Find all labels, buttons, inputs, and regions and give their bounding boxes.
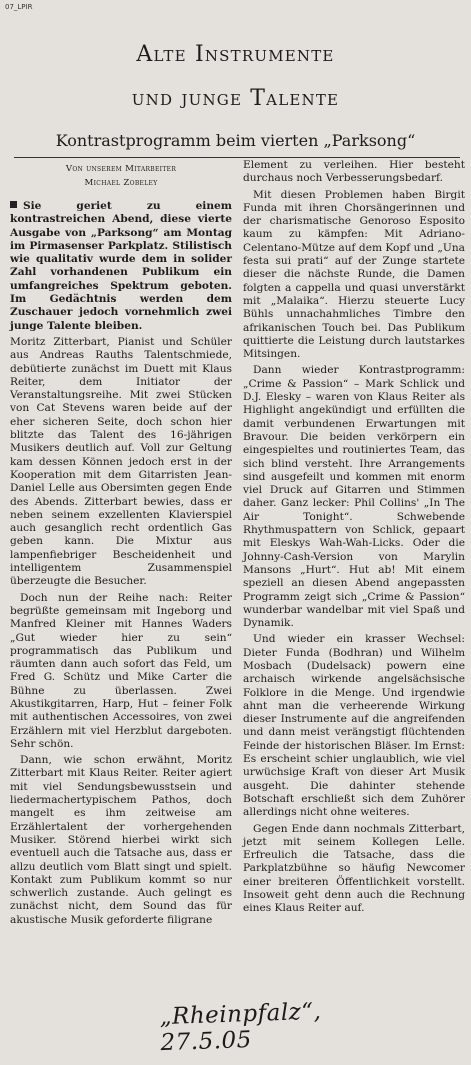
headline-line-2: und junge Talente bbox=[131, 86, 340, 111]
article-paragraph: Mit diesen Problemen haben Birgit Funda mit ihren Chorsängerinnen und der charismatische Genoroso Esposito kaum zu kämpfen: Mit Adriano-Celentano-Mütze auf dem Kopf und „Una festa sui prati“ auf der Zunge startete dieser die nächste Runde, die Damen folgten a cappella und quasi unverstärkt mit „Malaika“. Hierzu steuerte Lucy Bühls unnachahmliches Timbre den afrikanischen Touch bei. Das Publikum quittierte die Leistung durch lautstarkes Mitsingen. bbox=[243, 188, 465, 361]
article-paragraph: Dann wieder Kontrastprogramm: „Crime & Passion“ – Mark Schlick und D.J. Elesky – waren von Klaus Reiter als Highlight angekündigt und erfüllten die damit verbundenen Erwartungen mit Bravour. Die beiden verkörpern ein eingespieltes und routiniertes Team, das sich blind versteht. Ihre Arrangements sind ausgefeilt und kommen mit enorm viel Druck auf Gitarren und Stimmen daher. Ganz lecker: Phil Collins' „In The Air Tonight“. Schwebende Rhythmuspattern von Schlick, gepaart mit Eleskys Wah-Wah-Licks. Oder die Johnny-Cash-Version von Marylin Mansons „Hurt“. Hut ab! Mit einem speziell an diesen Abend angepassten Programm zeigt sich „Crime & Passion“ wunderbar wandelbar mit viel Spaß und Dynamik. bbox=[243, 364, 465, 630]
article-paragraph: Element zu verleihen. Hier besteht durchaus noch Verbesserungsbedarf. bbox=[243, 159, 465, 185]
article-column-left bbox=[10, 200, 232, 930]
article-paragraph: Und wieder ein krasser Wechsel: Dieter Funda (Bodhran) und Wilhelm Mosbach (Dudelsack) powern eine archaisch wirkende angelsächsische Folklore in die Menge. Und irgendwie ahnt man die verheerende Wirkung dieser Instrumente auf die angreifenden und dann meist verängstigt flüchtenden Feinde der historischen Bläser. Im Ernst: Es erscheint schier unglaublich, wie viel urwüchsige Kraft von dieser Art Musik ausgeht. Die dahinter stehende Botschaft erschließt sich dem Zuhörer allerdings nicht ohne weiteres. bbox=[243, 633, 465, 819]
article-paragraph: Moritz Zitterbart, Pianist und Schüler aus Andreas Rauths Talentschmiede, debütierte zunächst im Duett mit Klaus Reiter, dem Initiator der Veranstaltungsreihe. Mit zwei Stücken von Cat Stevens waren beide auf der eher sicheren Seite, doch schon hier blitzte das Talent des 16-jährigen Musikers deutlich auf. Voll zur Geltung kam dessen Können jedoch erst in der Kooperation mit dem Gitarristen Jean-Daniel Lelle aus Obersimten gegen Ende des Abends. Zitterbart bewies, dass er neben seinem exzellenten Klavierspiel auch gesanglich recht ordentlich Gas geben kann. Die Mixtur aus lampenfiebriger Bescheidenheit und intelligentem Zusammenspiel überzeugte die Besucher. bbox=[10, 335, 232, 588]
byline-line-1: Von unserem Mitarbeiter bbox=[65, 164, 177, 174]
lead-text: Sie geriet zu einem kontrastreichen Abend, diese vierte Ausgabe von „Parksong“ am Montag im Pirmasenser Parkplatz. Stilistisch wie qualitativ wurde dem in solider Zahl vorhandenen Publikum ein umfangreiches Spektrum geboten. Im Gedächtnis werden dem Zuschauer jedoch vornehmlich zwei junge Talente bleiben. bbox=[10, 200, 232, 332]
page-label: 07_LPIR bbox=[5, 3, 33, 11]
divider bbox=[14, 157, 460, 158]
byline-line-2: Michael Zobeley bbox=[84, 178, 158, 188]
handwritten-source-note: „Rheinpfalz“, 27.5.05 bbox=[159, 998, 322, 1057]
square-bullet-icon bbox=[10, 201, 17, 208]
subtitle: Kontrastprogramm beim vierten „Parksong“ bbox=[55, 131, 416, 150]
article-paragraph: Dann, wie schon erwähnt, Moritz Zitterbart mit Klaus Reiter. Reiter agiert mit viel Sendungsbewusstsein und liedermachertypischem Pathos, doch mangelt es ihm zeitweise am Erzählertalent der vorhergehenden Musiker. Störend hierbei wirkt sich eventuell auch die Tatsache aus, dass er allzu deutlich vom Blatt singt und spielt. Kontakt zum Publikum kommt so nur schwerlich zustande. Auch gelingt es zunächst nicht, dem Sound das für akustische Musik geforderte filigrane bbox=[10, 754, 232, 926]
article-column-right bbox=[243, 159, 465, 919]
article-paragraph: Doch nun der Reihe nach: Reiter begrüßte gemeinsam mit Ingeborg und Manfred Kleiner mit Hannes Waders „Gut wieder hier zu sein“ programmatisch das Publikum und räumten dann auch sofort das Feld, um Fred G. Schütz und Mike Carter die Bühne zu überlassen. Zwei Akustikgitarren, Harp, Hut – feiner Folk mit authentischen Accessoires, von zwei Erzählern mit viel Herzblut dargeboten. Sehr schön. bbox=[10, 591, 232, 750]
article-paragraph: Gegen Ende dann nochmals Zitterbart, jetzt mit seinem Kollegen Lelle. Erfreulich die Tatsache, dass die Parkplatzbühne so häufig Newcomer einer breiteren Öffentlichkeit vorstellt. Insoweit geht denn auch die Rechnung eines Klaus Reiter auf. bbox=[243, 822, 465, 915]
article-lead bbox=[10, 200, 232, 333]
headline-line-1: Alte Instrumente bbox=[136, 42, 335, 67]
